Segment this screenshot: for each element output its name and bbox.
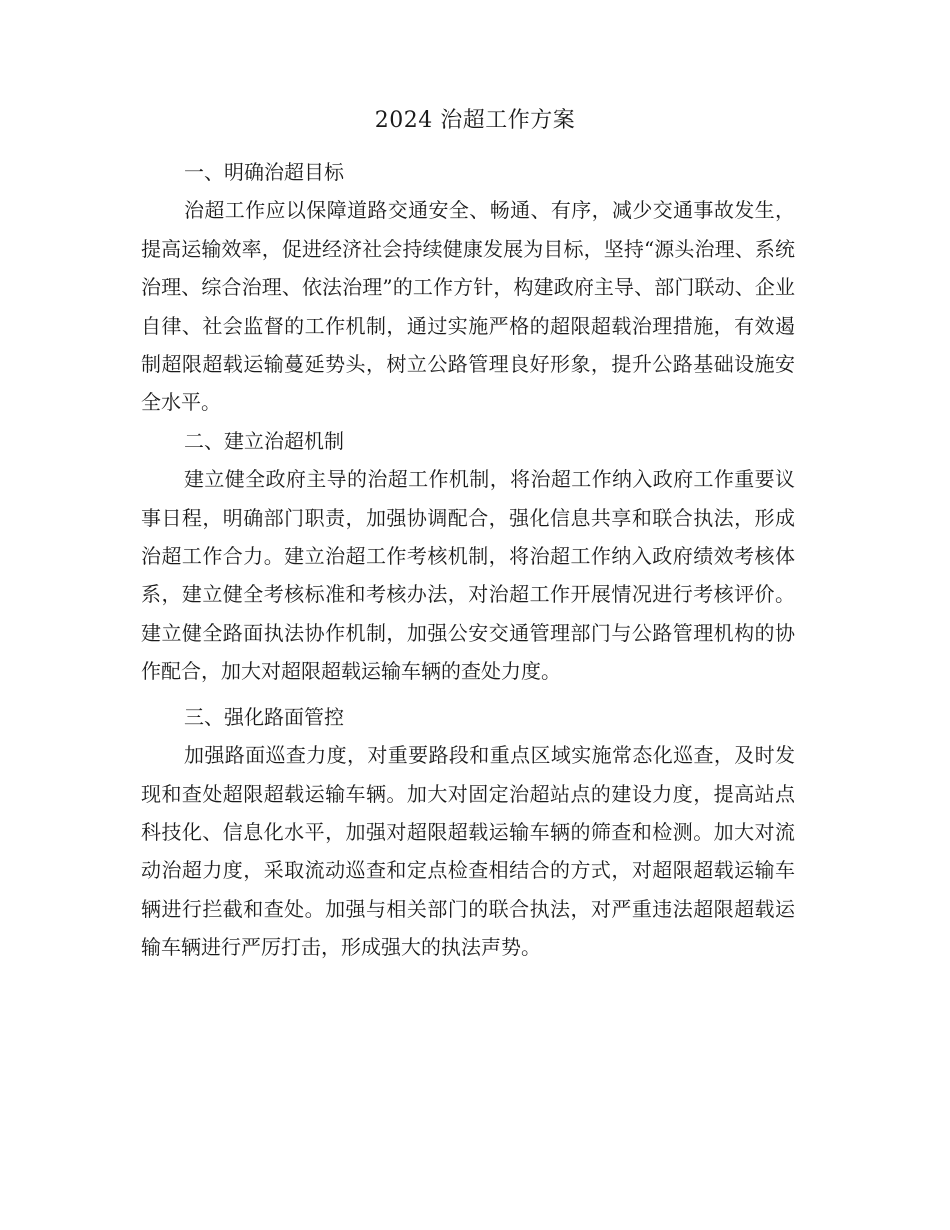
document-body bbox=[141, 153, 795, 967]
section-heading: 二、建立治超机制 bbox=[184, 428, 344, 453]
section-goals bbox=[141, 153, 795, 422]
section-paragraph: 加强路面巡查力度，对重要路段和重点区域实施常态化巡查，及时发现和查处超限超载运输车辆。加大对固定治超站点的建设力度，提高站点科技化、信息化水平，加强对超限超载运输车辆的筛查和检测。加大对流动治超力度，采取流动巡查和定点检查相结合的方式，对超限超载运输车辆进行拦截和查处。加强与相关部门的联合执法，对严重违法超限超载运输车辆进行严厉打击，形成强大的执法声势。 bbox=[141, 743, 795, 960]
section-paragraph: 治超工作应以保障道路交通安全、畅通、有序，减少交通事故发生，提高运输效率，促进经济社会持续健康发展为目标，坚持“源头治理、系统治理、综合治理、依法治理”的工作方针，构建政府主导、部门联动、企业自律、社会监督的工作机制，通过实施严格的超限超载治理措施，有效遏制超限超载运输蔓延势头，树立公路管理良好形象，提升公路基础设施安全水平。 bbox=[141, 198, 795, 415]
section-paragraph: 建立健全政府主导的治超工作机制，将治超工作纳入政府工作重要议事日程，明确部门职责，加强协调配合，强化信息共享和联合执法，形成治超工作合力。建立治超工作考核机制，将治超工作纳入政府绩效考核体系，建立健全考核标准和考核办法，对治超工作开展情况进行考核评价。建立健全路面执法协作机制，加强公安交通管理部门与公路管理机构的协作配合，加大对超限超载运输车辆的查处力度。 bbox=[141, 467, 795, 684]
document-title: 2024 治超工作方案 bbox=[374, 108, 576, 133]
section-mechanism bbox=[141, 422, 795, 691]
section-heading: 一、明确治超目标 bbox=[184, 160, 344, 184]
section-road-control bbox=[141, 698, 795, 967]
section-heading: 三、强化路面管控 bbox=[184, 704, 344, 729]
